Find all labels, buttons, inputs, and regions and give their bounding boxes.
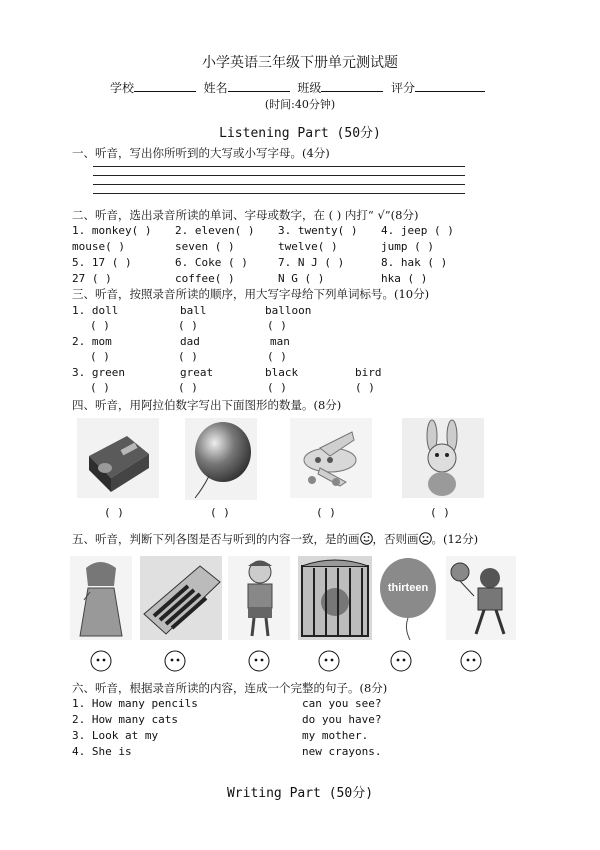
zoo-cage-image <box>298 556 372 640</box>
answer-paren[interactable]: ( ) <box>104 506 124 519</box>
crayons-image <box>140 556 222 640</box>
word-item: dad <box>180 335 200 348</box>
sad-face-icon <box>419 532 432 545</box>
toy-plane-image <box>290 418 372 498</box>
answer-paren[interactable]: ( ) <box>90 381 110 394</box>
section-5-heading-a: 五、听音，判断下列各图是否与听到的内容一致，是的画 <box>72 532 360 546</box>
answer-face-icon[interactable] <box>164 650 186 672</box>
section-3-heading: 三、听音，按照录音所读的顺序，用大写字母给下列单词标号。(10分) <box>72 287 430 301</box>
thirteen-balloon-image <box>378 556 438 640</box>
answer-paren[interactable]: ( ) <box>316 506 336 519</box>
answer-paren[interactable]: ( ) <box>90 319 110 332</box>
choice-item[interactable]: 3. twenty( ) <box>278 224 358 237</box>
choice-item[interactable]: 6. Coke ( ) <box>175 256 248 269</box>
writing-line[interactable] <box>93 193 465 194</box>
word-item: 3. green <box>72 366 125 379</box>
choice-item[interactable]: 27 ( ) <box>72 272 112 285</box>
time-limit: (时间:40分钟) <box>264 98 336 111</box>
section-5-heading <box>72 531 478 547</box>
answer-paren[interactable]: ( ) <box>178 319 198 332</box>
answer-face-icon[interactable] <box>318 650 340 672</box>
answer-paren[interactable]: ( ) <box>355 381 375 394</box>
sentence-end[interactable]: new crayons. <box>302 745 382 758</box>
choice-item[interactable]: twelve( ) <box>278 240 338 253</box>
balloon-label: thirteen <box>387 582 429 594</box>
writing-line[interactable] <box>93 166 465 167</box>
sentence-end[interactable]: can you see? <box>302 697 382 710</box>
answer-paren[interactable]: ( ) <box>178 381 198 394</box>
word-item: black <box>265 366 299 379</box>
answer-paren[interactable]: ( ) <box>430 506 450 519</box>
answer-paren[interactable]: ( ) <box>267 381 287 394</box>
writing-line[interactable] <box>93 175 465 176</box>
rabbit-image <box>402 418 484 498</box>
smile-face-icon <box>360 532 373 545</box>
choice-item[interactable]: 4. jeep ( ) <box>381 224 454 237</box>
word-item: 2. mom <box>72 335 112 348</box>
score-label: 评分 <box>390 81 415 95</box>
word-item: man <box>270 335 290 348</box>
answer-face-icon[interactable] <box>248 650 270 672</box>
page-title: 小学英语三年级下册单元测试题 <box>202 55 398 71</box>
student-info-line <box>110 79 485 96</box>
answer-face-icon[interactable] <box>390 650 412 672</box>
section-2-heading: 二、听音，选出录音所读的单词、字母或数字，在 ( ) 内打“ √”(8分) <box>72 208 419 222</box>
sentence-start[interactable]: 2. How many cats <box>72 713 178 726</box>
choice-item[interactable]: N G ( ) <box>278 272 325 285</box>
choice-item[interactable]: hka ( ) <box>381 272 428 285</box>
school-label: 学校 <box>110 81 135 95</box>
answer-paren[interactable]: ( ) <box>90 350 110 363</box>
sentence-end[interactable]: my mother. <box>302 729 369 742</box>
answer-paren[interactable]: ( ) <box>267 350 287 363</box>
sentence-start[interactable]: 4. She is <box>72 745 132 758</box>
listening-part-title: Listening Part (50分) <box>219 126 381 141</box>
section-1-heading: 一、听音，写出你所听到的大写或小写字母。(4分) <box>72 146 330 160</box>
name-field[interactable] <box>228 80 290 92</box>
girl-image <box>70 556 132 640</box>
choice-item[interactable]: coffee( ) <box>175 272 235 285</box>
section-5-heading-b: ，否则画 <box>372 532 419 546</box>
answer-face-icon[interactable] <box>460 650 482 672</box>
choice-item[interactable]: 1. monkey( ) <box>72 224 152 237</box>
class-label: 班级 <box>297 81 322 95</box>
pencil-sharpener-image <box>77 418 159 498</box>
sentence-start[interactable]: 3. Look at my <box>72 729 159 742</box>
sentence-start[interactable]: 1. How many pencils <box>72 697 198 710</box>
boy-with-balloon-image <box>446 556 516 640</box>
name-label: 姓名 <box>203 81 228 95</box>
word-item: great <box>180 366 214 379</box>
answer-face-icon[interactable] <box>90 650 112 672</box>
word-item: balloon <box>265 304 312 317</box>
choice-item[interactable]: seven ( ) <box>175 240 235 253</box>
answer-paren[interactable]: ( ) <box>178 350 198 363</box>
sentence-end[interactable]: do you have? <box>302 713 382 726</box>
choice-item[interactable]: mouse( ) <box>72 240 125 253</box>
writing-line[interactable] <box>93 184 465 185</box>
balloon-image <box>185 418 257 500</box>
score-field[interactable] <box>415 80 485 92</box>
word-item: 1. doll <box>72 304 119 317</box>
section-5-heading-c: 。(12分) <box>431 532 479 546</box>
choice-item[interactable]: jump ( ) <box>381 240 434 253</box>
word-item: bird <box>355 366 382 379</box>
choice-item[interactable]: 2. eleven( ) <box>175 224 255 237</box>
class-field[interactable] <box>321 80 383 92</box>
choice-item[interactable]: 8. hak ( ) <box>381 256 448 269</box>
word-item: ball <box>180 304 207 317</box>
section-6-heading: 六、听音，根据录音所读的内容，连成一个完整的句子。(8分) <box>72 681 388 695</box>
school-field[interactable] <box>134 80 196 92</box>
boy-image <box>228 556 290 640</box>
section-4-heading: 四、听音，用阿拉伯数字写出下面图形的数量。(8分) <box>72 398 342 412</box>
choice-item[interactable]: 5. 17 ( ) <box>72 256 132 269</box>
answer-paren[interactable]: ( ) <box>267 319 287 332</box>
answer-paren[interactable]: ( ) <box>210 506 230 519</box>
choice-item[interactable]: 7. N J ( ) <box>278 256 345 269</box>
writing-part-title: Writing Part (50分) <box>226 786 374 801</box>
